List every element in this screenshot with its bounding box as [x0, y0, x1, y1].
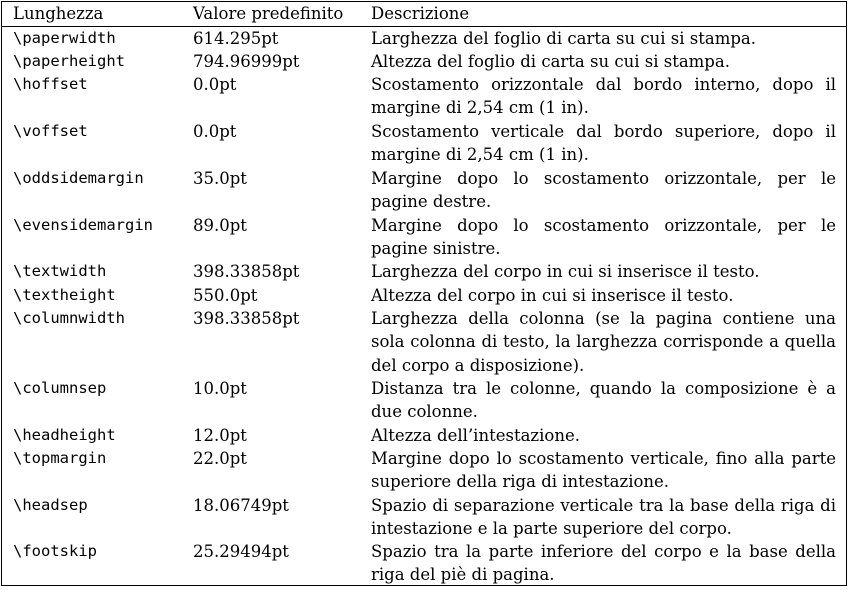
- row-name: \textwidth: [13, 262, 107, 280]
- row-name: \footskip: [13, 542, 97, 560]
- row-value: 398.33858pt: [193, 309, 300, 328]
- row-description: Scostamento orizzontale dal bordo interno, dopo il margine di 2,54 cm (1 in).: [371, 75, 836, 118]
- header-lunghezza: Lunghezza: [13, 4, 104, 23]
- row-value: 12.0pt: [193, 426, 247, 445]
- row-name: \columnsep: [13, 379, 107, 397]
- row-description: Margine dopo lo scostamento orizzontale, per le pagine sinistre.: [371, 216, 836, 259]
- header-descrizione: Descrizione: [371, 4, 470, 23]
- row-name: \voffset: [13, 122, 88, 140]
- row-value: 550.0pt: [193, 286, 258, 305]
- row-value: 89.0pt: [193, 216, 247, 235]
- row-name: \oddsidemargin: [13, 169, 144, 187]
- row-name: \headheight: [13, 426, 116, 444]
- row-value: 22.0pt: [193, 449, 247, 468]
- row-name: \evensidemargin: [13, 216, 153, 234]
- row-description: Larghezza del corpo in cui si inserisce il testo.: [371, 262, 760, 281]
- row-description: Scostamento verticale dal bordo superiore, dopo il margine di 2,54 cm (1 in).: [371, 122, 836, 165]
- row-description: Margine dopo lo scostamento verticale, fino alla parte superiore della riga di intestazione.: [371, 449, 836, 492]
- row-value: 794.96999pt: [193, 52, 300, 71]
- row-description: Margine dopo lo scostamento orizzontale, per le pagine destre.: [371, 169, 836, 212]
- row-value: 398.33858pt: [193, 262, 300, 281]
- row-description: Altezza del corpo in cui si inserisce il testo.: [371, 286, 734, 305]
- row-description: Larghezza del foglio di carta su cui si stampa.: [371, 29, 756, 48]
- row-name: \topmargin: [13, 449, 107, 467]
- row-value: 614.295pt: [193, 29, 279, 48]
- row-description: Distanza tra le colonne, quando la composizione è a due colonne.: [371, 379, 836, 422]
- row-value: 18.06749pt: [193, 496, 289, 515]
- row-name: \headsep: [13, 496, 88, 514]
- row-description: Spazio tra la parte inferiore del corpo e la base della riga del piè di pagina.: [371, 542, 836, 585]
- row-name: \textheight: [13, 286, 116, 304]
- row-name: \paperwidth: [13, 29, 116, 47]
- row-description: Altezza dell’intestazione.: [371, 426, 580, 445]
- row-value: 0.0pt: [193, 122, 237, 141]
- row-description: Larghezza della colonna (se la pagina contiene una sola colonna di testo, la larghezza corrisponde a quella del corpo a disposizione).: [371, 309, 836, 375]
- row-description: Spazio di separazione verticale tra la base della riga di intestazione e la parte superiore del corpo.: [371, 496, 836, 539]
- row-name: \paperheight: [13, 52, 125, 70]
- lengths-table: [1, 1, 847, 586]
- row-value: 10.0pt: [193, 379, 247, 398]
- row-name: \columnwidth: [13, 309, 125, 327]
- row-value: 0.0pt: [193, 75, 237, 94]
- row-value: 25.29494pt: [193, 542, 289, 561]
- row-value: 35.0pt: [193, 169, 247, 188]
- row-description: Altezza del foglio di carta su cui si stampa.: [371, 52, 730, 71]
- header-valore: Valore predefinito: [193, 4, 344, 23]
- row-name: \hoffset: [13, 75, 88, 93]
